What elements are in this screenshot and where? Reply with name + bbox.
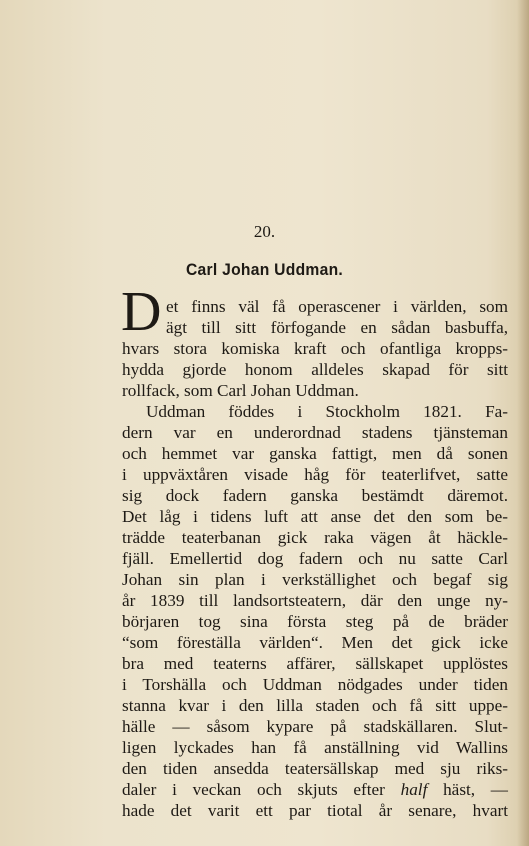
chapter-number: 20. xyxy=(253,222,276,241)
text-line: ägt till sitt förfogande en sådan basbuffa, xyxy=(166,318,508,337)
text-line: och hemmet var ganska fattigt, men då sonen xyxy=(122,444,508,463)
text-line: ligen lyckades han få anställning vid Wallins xyxy=(122,738,508,757)
page-edge-shadow xyxy=(517,0,529,846)
text-line: Johan sin plan i verkställighet och begaf sig xyxy=(122,570,508,589)
text-line: hade det varit ett par tiotal år senare, hvart xyxy=(122,801,508,820)
text-segment: daler i veckan och skjuts efter xyxy=(122,780,385,799)
text-line: rollfack, som Carl Johan Uddman. xyxy=(122,381,359,400)
text-line: “som föreställa världen“. Men det gick icke xyxy=(122,633,508,652)
chapter-title: Carl Johan Uddman. xyxy=(185,260,344,279)
text-line: hydda gjorde honom alldeles skapad för sitt xyxy=(122,360,508,379)
text-line: dern var en underordnad stadens tjänsteman xyxy=(122,423,508,442)
body-text xyxy=(122,296,508,821)
text-line: Uddman föddes i Stockholm 1821. Fa- xyxy=(146,402,508,421)
text-line: bra med teaterns affärer, sällskapet upplöstes xyxy=(122,654,508,673)
text-line: år 1839 till landsortsteatern, där den unge ny- xyxy=(122,591,508,610)
text-line: den tiden ansedda teatersällskap med sju riks- xyxy=(122,759,508,778)
drop-cap: D xyxy=(121,281,162,343)
text-line: trädde teaterbanan gick raka vägen åt häckle- xyxy=(122,528,508,547)
text-line: stanna kvar i den lilla staden och få sitt uppe- xyxy=(122,696,508,715)
text-line: hvars stora komiska kraft och ofantliga kropps- xyxy=(122,339,508,358)
text-line: börjaren tog sina första steg på de bräder xyxy=(122,612,508,631)
text-line: i uppväxtåren visade håg för teaterlifvet, satte xyxy=(122,465,508,484)
text-line: hälle — såsom kypare på stadskällaren. Slut- xyxy=(122,717,508,736)
text-line: fjäll. Emellertid dog fadern och nu satte Carl xyxy=(122,549,508,568)
text-line: sig dock fadern ganska bestämdt däremot. xyxy=(122,486,508,505)
text-line-with-italic xyxy=(122,779,508,800)
text-line: Det låg i tidens luft att anse det den som be- xyxy=(122,507,508,526)
text-line: i Torshälla och Uddman nödgades under tiden xyxy=(122,675,508,694)
text-line: et finns väl få operascener i världen, som xyxy=(166,297,508,316)
italic-word: half xyxy=(400,780,428,799)
text-segment: häst, — xyxy=(427,780,508,799)
